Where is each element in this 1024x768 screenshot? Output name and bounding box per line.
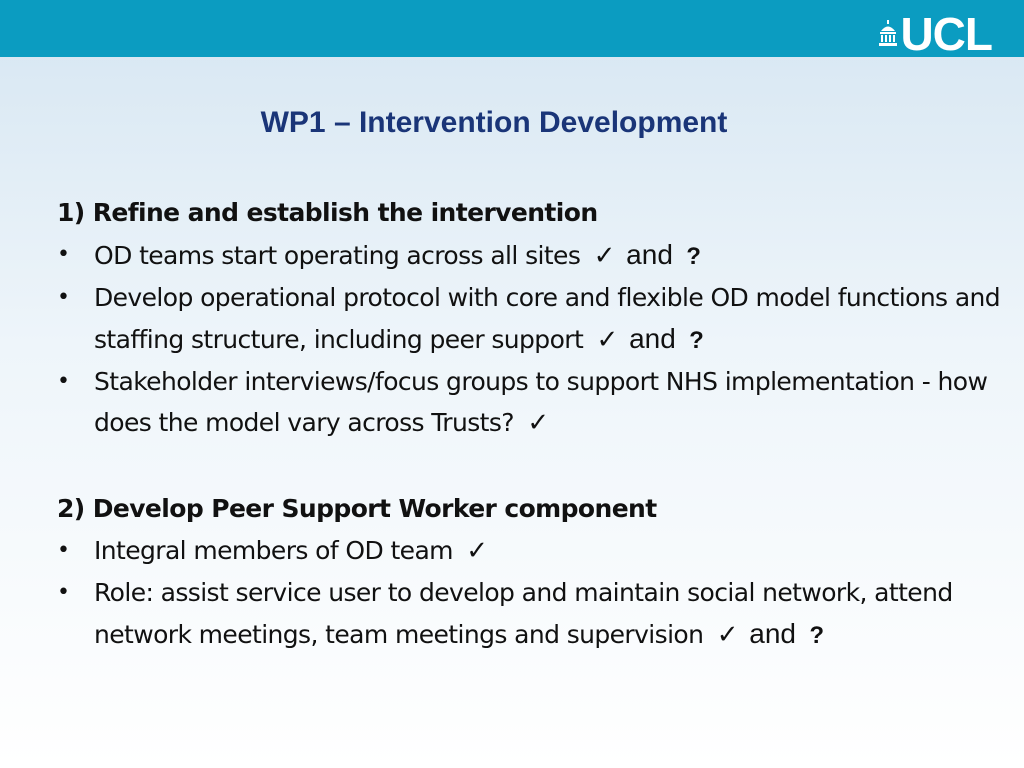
list-item xyxy=(57,572,1007,656)
header-bar xyxy=(0,0,1024,60)
question-mark: ? xyxy=(686,243,701,270)
section-1-heading: 1) Refine and establish the intervention xyxy=(57,198,598,227)
question-mark: ? xyxy=(809,622,824,649)
slide-body xyxy=(57,192,1007,656)
list-item xyxy=(57,277,1007,361)
and-label: and xyxy=(629,323,676,354)
bullet: • xyxy=(57,285,70,310)
section-spacer xyxy=(57,444,1007,488)
item-text: Role: assist service user to develop and maintain social network, attend network meetings, team meetings and supervision xyxy=(94,578,953,649)
ucl-logo xyxy=(878,8,992,60)
item-text: OD teams start operating across all sites xyxy=(94,241,581,270)
question-mark: ? xyxy=(689,327,704,354)
logo-text: UCL xyxy=(900,8,992,60)
bullet: • xyxy=(57,242,70,267)
check-mark-icon: ✓ xyxy=(593,241,615,271)
slide-title-text: WP1 – Intervention Development xyxy=(260,106,728,139)
item-text: Develop operational protocol with core and flexible OD model functions and staffing structure, including peer support xyxy=(94,283,1001,354)
section-2-list xyxy=(57,530,1007,656)
and-label: and xyxy=(749,618,796,649)
bullet: • xyxy=(57,369,70,394)
section-1-list xyxy=(57,234,1007,444)
and-label: and xyxy=(626,239,673,270)
item-text: Integral members of OD team xyxy=(94,536,453,565)
list-item xyxy=(57,234,1007,277)
slide-title xyxy=(0,106,1024,140)
check-mark-icon: ✓ xyxy=(596,325,618,355)
section-2-heading: 2) Develop Peer Support Worker component xyxy=(57,494,657,523)
check-mark-icon: ✓ xyxy=(466,536,488,566)
bullet: • xyxy=(57,538,70,563)
check-mark-icon: ✓ xyxy=(716,620,738,650)
portico-dome-icon xyxy=(878,20,898,46)
check-mark-icon: ✓ xyxy=(527,408,549,438)
item-text: Stakeholder interviews/focus groups to support NHS implementation - how does the model vary across Trusts? xyxy=(94,367,988,437)
list-item xyxy=(57,530,1007,572)
bullet: • xyxy=(57,580,70,605)
list-item xyxy=(57,361,1007,444)
